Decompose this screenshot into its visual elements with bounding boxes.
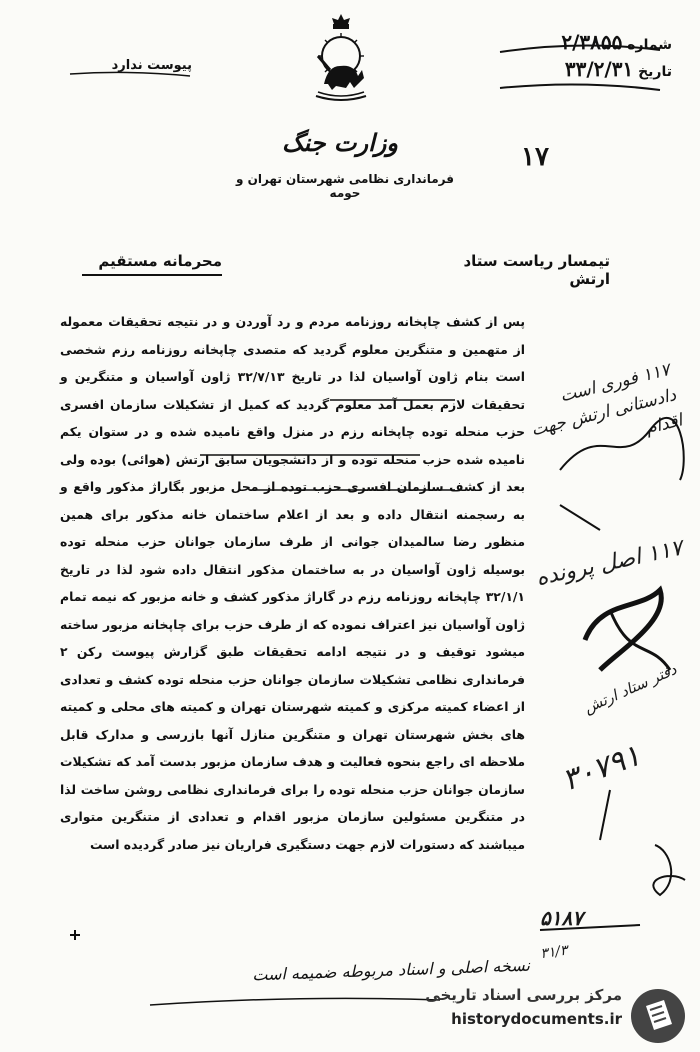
lion-and-sun-emblem (306, 14, 376, 106)
classification-text: محرمانه مستقیم (98, 252, 222, 270)
letter-body (60, 308, 525, 858)
archive-logo-icon (630, 988, 686, 1044)
date-label: تاریخ (638, 64, 672, 80)
classification-underline (82, 274, 222, 276)
end-mark (70, 930, 80, 940)
header-strike-2 (500, 84, 660, 90)
body-paragraph: پس از کشف چاپخانه روزنامه مردم و رد آوردن و در نتیجه تحقیقات معموله از متهمین و متنگرین معلوم گردید که متصدی چاپخانه روزنامه رزم شخصی است بنام ژاون آواسیان لذا در تاریخ ۳۲/۷/۱۳ ژاون آواسیان و متنگرین و تحقیقات لازم بعمل آمد معلوم گردید که کمیل از تشکیلات سازمان افسری حزب منحله توده چاپخانه رزم در منزل واقع نامیده شده و در ستوان یکم نامیده شده حزب منحله توده و از دانشجویان سابق ارتش (هوائی) بوده ولی بعد از کشف سازمان افسری حزب توده از محل مزبور بگاراژ مذکور واقع و به رسجمنه انتقال داده و بعد از اعلام ساختمان خانه مذکور برای همین منظور رضا سالمیدان جوانی از طرف سازمان جوانان حزب منحله توده بوسیله ژاون آواسیان در به ساختمان مذکور انتقال داده شود لذا در تاریخ ۳۲/۱/۱ چاپخانه روزنامه رزم در گاراژ مذکور کشف و خانه مزبور که نیمه تمام ژاون آواسیان نیز اعتراف نموده که از طرف حزب برای چاپخانه مزبور ساخته میشود توقیف و در نتیجه ادامه تحقیقات طبق گزارش پیوست رکن ۲ فرمانداری نظامی تشکیلات سازمان جوانان حزب منحله توده کشف و تعدادی از اعضاء کمیته مرکزی و کمیته شهرستان تهران و کمیته های محلی و کمیته های بخش شهرستان تهران و متنگرین منازل آنها بازرسی و مدارک قابل ملاحظه ای راجع بنحوه فعالیت و هدف سازمان مزبور بدست آمد که تشکیلات سازمان جوانان حزب منحله توده را برای فرمانداری نظامی روشن ساخت لذا در متنگرین مسئولین سازمان مزبور اقدام و تعدادی از متنگرین متواری میباشند که دستورات لازم جهت دستگیری فراریان نیز صادر گردیده است (60, 314, 525, 852)
recipient-line: تیمسار ریاست ستاد ارتش (463, 252, 610, 288)
side-signature (653, 845, 685, 895)
signature-scribble-2 (585, 590, 661, 670)
watermark (412, 986, 696, 1046)
number-value: ۲/۳۸۵۵ (561, 30, 623, 54)
margin-note-file: ۱۱۷ اصل پرونده (533, 535, 685, 592)
signature-scribble-3 (610, 610, 670, 670)
bottom-handwritten-note: نسخه اصلی و اسناد مربوطه ضمیمه است (252, 955, 531, 985)
margin-note-office: دفتر ستاد ارتش (581, 660, 680, 718)
watermark-title: مرکز بررسی اسناد تاریخی (425, 986, 622, 1004)
attachment-note: پیوست ندارد (111, 58, 192, 73)
reference-block (492, 30, 672, 84)
date-row (492, 57, 672, 84)
margin-note-archive-number: ۵۱۸۷ (540, 906, 583, 930)
page-number: ۱۷ (521, 142, 549, 172)
date-value: ۳۳/۲/۳۱ (564, 57, 634, 81)
number-label: شماره (627, 37, 672, 53)
bottom-strike (150, 998, 440, 1005)
margin-note-date: ۳۱/۳ (539, 942, 569, 963)
watermark-url: historydocuments.ir (451, 1010, 622, 1028)
margin-line (560, 505, 600, 530)
margin-note-referral: ۱۱۷ فوری است دادستانی ارتش جهت اقدام (529, 359, 685, 441)
number-row (492, 30, 672, 57)
classification-mark (82, 252, 222, 276)
side-slash (600, 790, 610, 840)
command-subtitle: فرمانداری نظامی شهرستان تهران و حومه (235, 172, 455, 200)
ministry-title: وزارت جنگ (282, 128, 398, 157)
margin-note-registry-number: ۳۰۷۹۱ (557, 738, 646, 799)
